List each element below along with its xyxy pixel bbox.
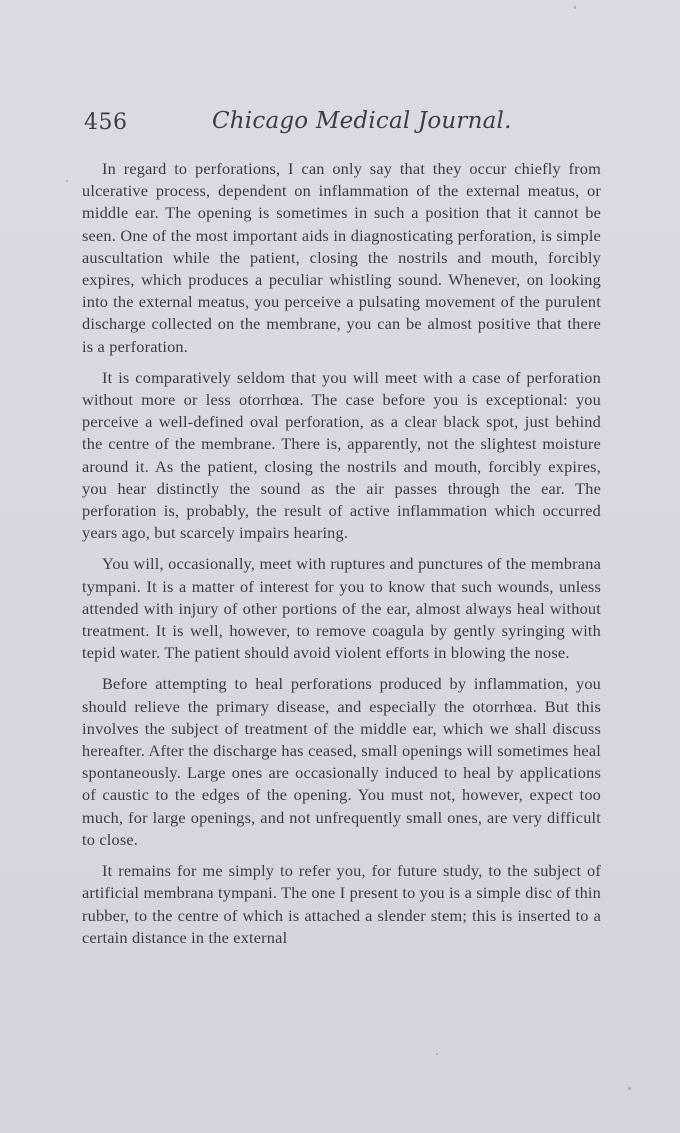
paper-speck: [574, 6, 576, 9]
paper-speck: [66, 180, 68, 182]
paragraph-artificial-membrane: It remains for me simply to refer you, for future study, to the subject of artificial membrana tympani. The one I present to you is a simple disc of thin rubber, to the centre of which is attached a slender stem; this is inserted to a certain distance in the external: [82, 861, 601, 947]
page-header: [84, 106, 604, 140]
paragraph-ruptures: You will, occasionally, meet with ruptures and punctures of the membrana tympani. It is a matter of interest for you to know that such wounds, unless attended with injury of other portions of the ear, almost always heal without treatment. It is well, however, to remove coagula by gently syringing with tepid water. The patient should avoid violent efforts in blowing the nose.: [82, 554, 601, 663]
paragraph-otorrhoea-case: It is comparatively seldom that you will meet with a case of perforation without more or less otorrhœa. The case before you is exceptional: you perceive a well-defined oval perforation, as a clear black spot, just behind the centre of the membrane. There is, apparently, not the slightest moisture around it. As the patient, closing the nostrils and mouth, forcibly expires, you hear distinctly the sound as the air passes through the ear. The perforation is, probably, the result of active inflammation which occurred years ago, but scarcely impairs hearing.: [82, 367, 601, 543]
running-title: Chicago Medical Journal.: [212, 108, 512, 134]
paper-speck: [436, 1053, 438, 1055]
paragraph-treatment: Before attempting to heal perforations produced by inflammation, you should relieve the primary disease, and especially the otorrhœa. But this involves the subject of treatment of the middle ear, which we shall discuss hereafter. After the discharge has ceased, small openings will sometimes heal spontaneously. Large ones are occasionally induced to heal by applications of caustic to the edges of the opening. You must not, however, expect too much, for large openings, and not unfrequently small ones, are very difficult to close.: [82, 674, 601, 849]
paragraph-perforations: In regard to perforations, I can only say that they occur chiefly from ulcerative process, dependent on inflammation of the external meatus, or middle ear. The opening is sometimes in such a position that it cannot be seen. One of the most important aids in diagnosticating perforation, is simple auscultation while the patient, closing the nostrils and mouth, forcibly expires, which produces a peculiar whistling sound. Whenever, on looking into the external meatus, you perceive a pulsating movement of the purulent discharge collected on the membrane, you can be almost positive that there is a perforation.: [82, 159, 601, 356]
article-body: [82, 158, 601, 958]
paper-speck: [628, 1087, 631, 1090]
page-number: 456: [84, 110, 128, 135]
